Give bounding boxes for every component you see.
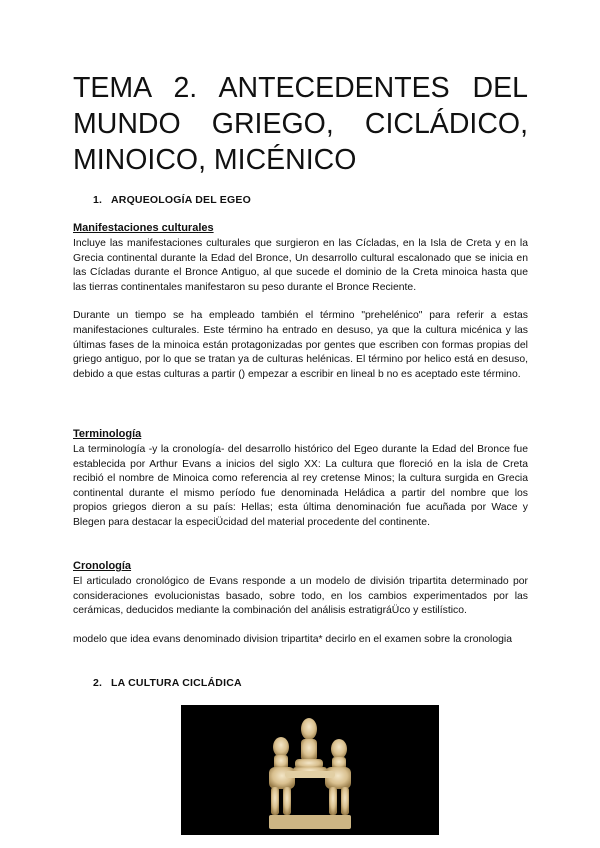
title-line-2: MUNDO GRIEGO, CICLÁDICO,	[73, 108, 528, 140]
section-1-title: ARQUEOLOGÍA DEL EGEO	[111, 194, 251, 206]
section-2-number: 2.	[93, 677, 103, 689]
paragraph-cronologia-2: modelo que idea evans denominado division tripartita* decirlo en el examen sobre la cronologia	[73, 633, 512, 645]
title-line-3: MINOICO, MICÉNICO	[73, 144, 357, 176]
section-2-heading	[93, 677, 242, 689]
paragraph-manifestaciones-1: Incluye las manifestaciones culturales que surgieron en las Cícladas, en la Isla de Creta y en la Grecia continental durante la Edad del Bronce, Un desarrollo cultural escalonado que se inicia en las Cícladas durante el Bronce Antiguo, al que sucede el dominio de la Creta minoica hasta que las tierras continentales manifestaron su peso durante el Bronce Reciente.	[73, 238, 528, 293]
paragraph-terminologia: La terminología -y la cronología- del desarrollo histórico del Egeo durante la Edad del Bronce fue establecida por Arthur Evans a inicios del siglo XX: La cultura que floreció en la isla de Creta recibió el nombre de Minoica como referencia al rey cretense Minos; la cultura surgida en Grecia continental durante el mismo período fue denominada Heládica a partir del nombre que los propios griegos dieron a su país: Hellas; esta última denominación fue acuñada por Wace y Blegen para destacar la especiÜcidad del material procedente del continente.	[73, 444, 528, 528]
manifestaciones-block	[73, 222, 528, 382]
paragraph-cronologia-1: El articulado cronológico de Evans responde a un modelo de división tripartita determinado por consideraciones evolucionistas basado, sobre todo, en los cambios experimentados por las cerámicas, deducidos mediante la combinación del análisis estratigráÜco y estilístico.	[73, 576, 528, 617]
document-title	[73, 70, 528, 178]
figurines-illustration	[181, 705, 439, 835]
cycladic-figurines-image	[181, 705, 439, 835]
figurine-base	[269, 815, 351, 829]
section-1-number: 1.	[93, 194, 103, 206]
subheading-terminologia: Terminología	[73, 428, 142, 440]
cronologia-block	[73, 560, 528, 647]
title-line-1: TEMA 2. ANTECEDENTES DEL	[73, 72, 528, 104]
subheading-manifestaciones: Manifestaciones culturales	[73, 222, 214, 234]
terminologia-block	[73, 428, 528, 531]
paragraph-manifestaciones-2: Durante un tiempo se ha empleado también el término "prehelénico" para referir a estas manifestaciones culturales. Este término ha entrado en desuso, ya que la cultura micénica y las últimas fases de la minoica están protagonizadas por gentes que escriben con formas propias del griego antiguo, por lo que se tratan ya de culturas helénicas. El término por helico está en desuso, debido a que estas culturas a partir () empezar a escribir en lineal b no es aceptado este término.	[73, 310, 528, 380]
linked-arms	[285, 771, 335, 778]
section-1-heading	[93, 194, 251, 206]
subheading-cronologia: Cronología	[73, 560, 132, 572]
section-2-title: LA CULTURA CICLÁDICA	[111, 677, 242, 689]
